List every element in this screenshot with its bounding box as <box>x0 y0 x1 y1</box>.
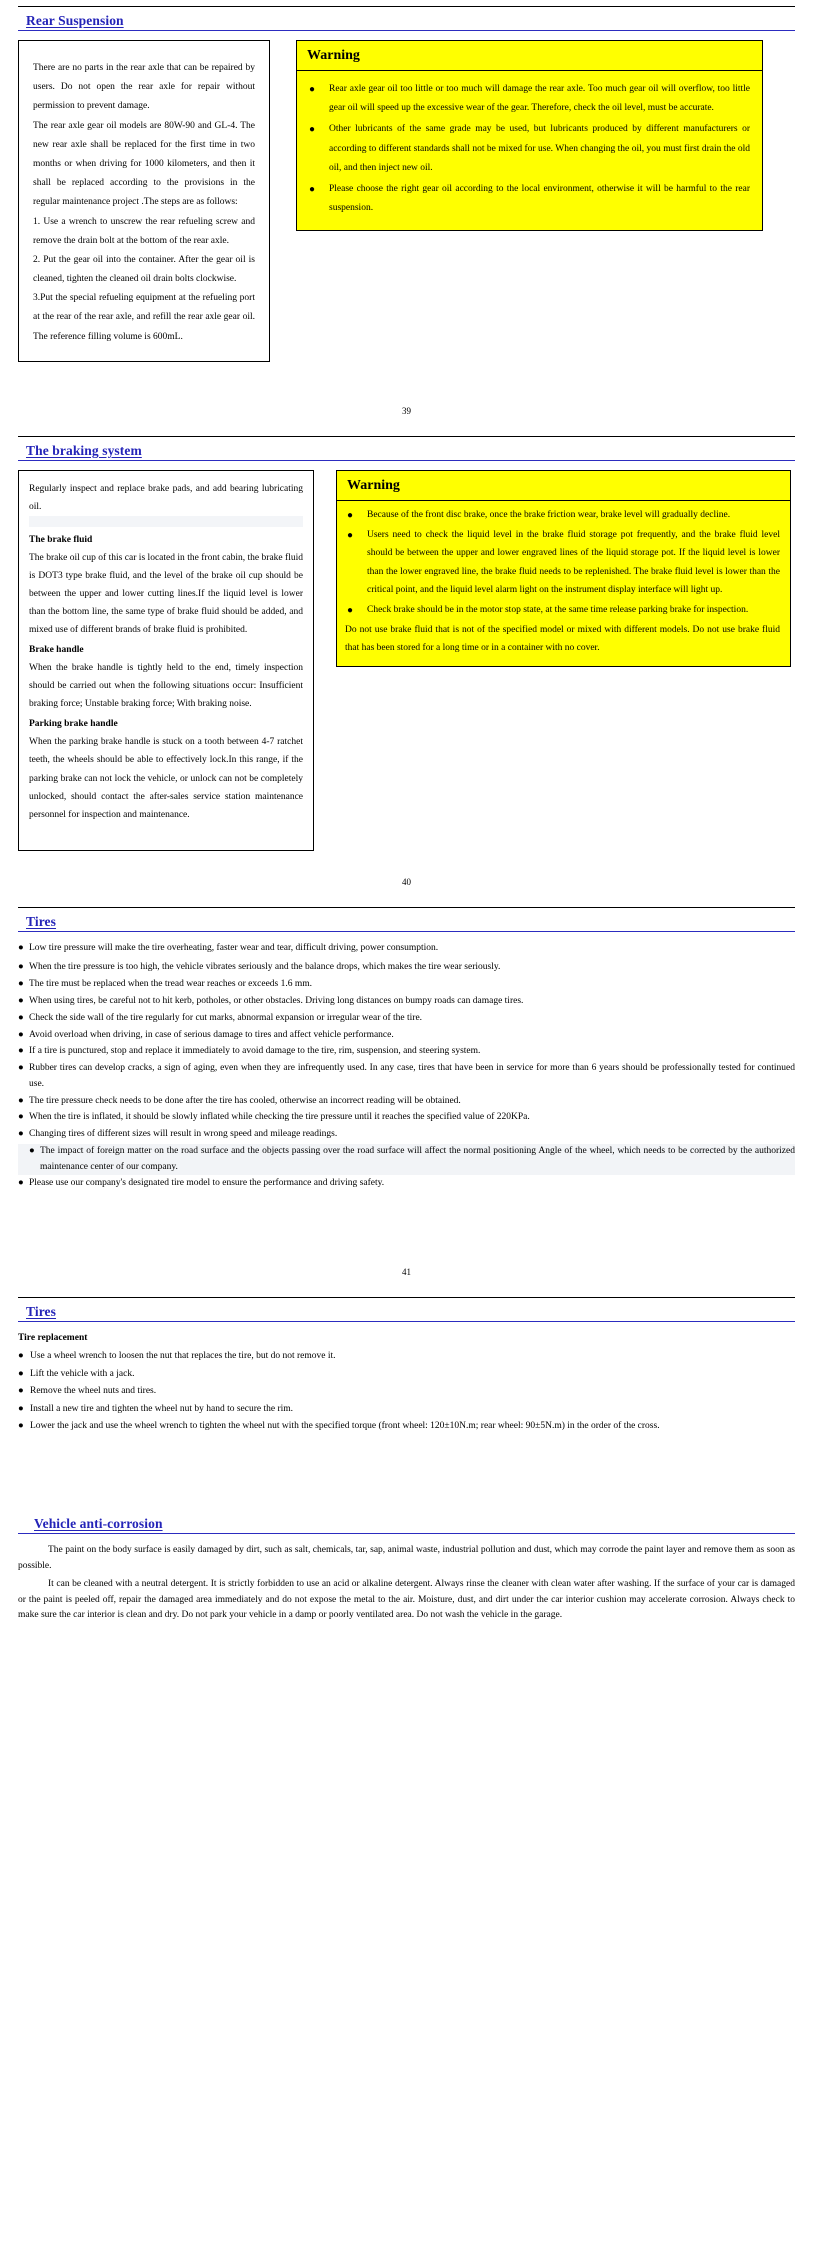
list-item-text: Avoid overload when driving, in case of serious damage to tires and affect vehicle performance. <box>29 1029 394 1040</box>
header-top-rule <box>18 1297 795 1298</box>
paragraph: 2. Put the gear oil into the container. After the gear oil is cleaned, tighten the cleaned oil drain bolts clockwise. <box>33 254 255 285</box>
page-number: 39 <box>402 405 411 416</box>
paragraph: It can be cleaned with a neutral detergent. It is strictly forbidden to use an acid or alkaline detergent. Always rinse the cleaner with clean water after washing. If the surface of your car is damaged or the paint is peeled off, repair the damaged area immediately and do not expose the metal to the air. Moisture, dust, and dirt under the car interior cushion may accelerate corrosion. Always check to make sure the car interior is clean and dry. Do not park your vehicle in a damp or poorly ventilated area. Do not wash the vehicle in the garage. <box>18 1578 795 1621</box>
list-item-text: Use a wheel wrench to loosen the nut that replaces the tire, but do not remove it. <box>30 1351 336 1362</box>
subheading: Tire replacement <box>18 1333 88 1344</box>
bullet-icon: ● <box>18 978 24 989</box>
list-item <box>18 1127 795 1142</box>
bullet-icon: ● <box>18 1420 24 1431</box>
intro-text: Regularly inspect and replace brake pads, and add bearing lubricating oil. <box>29 483 303 512</box>
section-header-tires-2 <box>18 1291 795 1322</box>
bullet-icon: ● <box>18 1046 24 1057</box>
paragraph: 3.Put the special refueling equipment at the refueling port at the rear of the rear axle, and refill the rear axle gear oil. The reference filling volume is 600mL. <box>33 293 255 342</box>
list-item <box>18 1349 795 1364</box>
bullet-icon: ● <box>309 124 316 136</box>
warning-item <box>345 506 780 524</box>
list-item-text: When the tire is inflated, it should be slowly inflated while checking the tire pressure until it reaches the specified value of 220KPa. <box>29 1112 530 1123</box>
section-header-braking-system <box>18 430 795 461</box>
warning-item-text: Users need to check the liquid level in the brake fluid storage pot frequently, and the brake fluid level should be between the upper and lower engraved lines of the liquid storage pot. If the liquid level is lower than the lower engraved line, the brake fluid needs to be replenished. The brake fluid level is lower than the critical point, and the liquid level alarm light on the instrument display interface will light up. <box>367 530 780 595</box>
header-underline-row <box>18 443 795 461</box>
header-top-rule <box>18 436 795 437</box>
left-column <box>18 470 314 851</box>
list-item-text: Check the side wall of the tire regularly for cut marks, abnormal expansion or irregular wear of the tire. <box>29 1012 423 1023</box>
list-item <box>18 1061 795 1092</box>
subheading: Brake handle <box>29 645 84 656</box>
list-item <box>18 977 795 992</box>
bullet-icon: ● <box>347 604 354 616</box>
warning-tail-text: Do not use brake fluid that is not of the specified model or mixed with different models. Do not use brake fluid that has been stored for a long time or in a container with no cover. <box>345 625 780 654</box>
list-item <box>18 1176 795 1191</box>
left-column <box>18 40 270 362</box>
bullet-icon: ● <box>18 962 24 973</box>
header-underline-row <box>18 1304 795 1322</box>
list-item-text: The impact of foreign matter on the road surface and the objects passing over the road surface will affect the normal positioning Angle of the wheel, which needs to be corrected by the authorized maintenance center of our company. <box>40 1146 795 1172</box>
list-item <box>18 994 795 1009</box>
list-item-text: Lower the jack and use the wheel wrench to tighten the wheel nut with the specified torque (front wheel: 120±10N.m; rear wheel: 90±5N.m) in the order of the cross. <box>30 1420 660 1431</box>
warning-body <box>337 501 790 666</box>
paragraph: When the brake handle is tightly held to the end, timely inspection should be carried out when the following situations occur: Insufficient braking force; Unstable braking force; With braking noise. <box>29 663 303 710</box>
header-underline-row <box>18 914 795 932</box>
list-item-text: The tire pressure check needs to be done after the tire has cooled, otherwise an incorrect reading will be obtained. <box>29 1095 461 1106</box>
warning-body <box>297 71 762 230</box>
paragraph: The brake oil cup of this car is located in the front cabin, the brake fluid is DOT3 type brake fluid, and the level of the brake oil cup should be between the upper and lower cutting lines.If the liquid level is lower than the bottom line, the same type of brake fluid should be added, and mixed use of different brands of brake fluid is prohibited. <box>29 552 303 636</box>
header-top-rule <box>18 6 795 7</box>
section-header-rear-suspension <box>18 0 795 31</box>
warning-box <box>336 470 791 667</box>
list-item <box>18 1419 795 1434</box>
bullet-icon: ● <box>18 1063 24 1074</box>
bullet-icon: ● <box>18 1368 24 1379</box>
bullet-icon: ● <box>18 1095 24 1106</box>
list-item-text: When using tires, be careful not to hit kerb, potholes, or other obstacles. Driving long distances on bumpy roads can damage tires. <box>29 995 524 1006</box>
list-item <box>18 941 795 956</box>
list-item <box>18 1011 795 1026</box>
warning-list <box>345 506 780 619</box>
paragraph: There are no parts in the rear axle that can be repaired by users. Do not open the rear axle for repair without permission to prevent damage. <box>33 63 255 112</box>
page-title: The braking system <box>26 442 142 458</box>
list-item-text: The tire must be replaced when the tread wear reaches or exceeds 1.6 mm. <box>29 978 313 989</box>
list-item <box>18 1028 795 1043</box>
bullet-icon: ● <box>18 1029 24 1040</box>
bullet-icon: ● <box>347 509 354 521</box>
page-title: Tires <box>26 1304 57 1320</box>
list-item <box>18 1044 795 1059</box>
page-title: Tires <box>26 913 57 929</box>
bullet-icon: ● <box>18 1386 24 1397</box>
bullet-icon: ● <box>18 942 24 953</box>
page-tire-replacement <box>0 1291 813 1650</box>
list-item <box>18 1402 795 1417</box>
bullet-icon: ● <box>18 1351 24 1362</box>
list-item <box>18 1384 795 1399</box>
warning-item <box>345 526 780 599</box>
warning-title: Warning <box>337 471 790 501</box>
page-braking-system <box>0 430 813 901</box>
warning-item <box>307 120 750 178</box>
list-item <box>18 1367 795 1382</box>
warning-item-text: Check brake should be in the motor stop state, at the same time release parking brake for inspection. <box>367 604 749 615</box>
tire-tips-list <box>18 941 795 1192</box>
subheading: Parking brake handle <box>29 719 118 730</box>
rear-axle-info-box <box>18 40 270 362</box>
bullet-icon: ● <box>309 84 316 95</box>
paragraph: 1. Use a wrench to unscrew the rear refueling screw and remove the drain bolt at the bottom of the rear axle. <box>33 216 255 246</box>
right-column <box>296 40 763 231</box>
warning-box <box>296 40 763 231</box>
two-column-body <box>18 470 795 851</box>
bullet-icon: ● <box>347 530 354 542</box>
bullet-icon: ● <box>18 1112 24 1123</box>
bullet-icon: ● <box>18 1129 24 1140</box>
page-title: Rear Suspension <box>26 13 124 28</box>
braking-info-box <box>18 470 314 851</box>
section-header-anticorrosion <box>18 1510 795 1534</box>
list-item <box>18 1144 795 1175</box>
tire-replacement-steps <box>18 1349 795 1434</box>
list-item <box>18 1110 795 1125</box>
bullet-icon: ● <box>18 1403 24 1414</box>
bullet-icon: ● <box>18 1178 24 1189</box>
paragraph: The rear axle gear oil models are 80W-90 and GL-4. The new rear axle shall be replaced for the first time in two months or when driving for 1000 kilometers, and then it shall be replaced according to the provisions in the regular maintenance project .The steps are as follows: <box>33 120 255 208</box>
warning-item <box>307 180 750 218</box>
header-underline-row <box>18 13 795 31</box>
page-number: 41 <box>402 1267 411 1278</box>
header-underline-row <box>18 1516 795 1534</box>
warning-item-text: Because of the front disc brake, once the brake friction wear, brake level will gradually decline. <box>367 509 731 520</box>
list-item-text: Remove the wheel nuts and tires. <box>30 1386 157 1397</box>
list-item-text: Changing tires of different sizes will result in wrong speed and mileage readings. <box>29 1129 338 1140</box>
page-title: Vehicle anti-corrosion <box>34 1516 163 1532</box>
warning-item-text: Rear axle gear oil too little or too much will damage the rear axle. Too much gear oil will overflow, too little gear oil will speed up the excessive wear of the gear. Therefore, check the oil level, must be accurate. <box>329 84 750 114</box>
list-item-text: Low tire pressure will make the tire overheating, faster wear and tear, difficult driving, power consumption. <box>29 942 439 953</box>
warning-item <box>345 601 780 619</box>
list-item <box>18 1094 795 1109</box>
page-rear-suspension <box>0 0 813 430</box>
warning-item-text: Other lubricants of the same grade may be used, but lubricants produced by different manufacturers or according to different standards shall not be mixed for use. When changing the oil, you must first drain the old oil, and then inject new oil. <box>329 124 750 173</box>
warning-title: Warning <box>297 41 762 71</box>
right-column <box>336 470 791 667</box>
warning-item <box>307 80 750 118</box>
paragraph: The paint on the body surface is easily damaged by dirt, such as salt, chemicals, tar, sap, animal waste, industrial pollution and dust, which may corrode the paint layer and remove them as soon as possible. <box>18 1545 795 1572</box>
warning-item-text: Please choose the right gear oil according to the local environment, otherwise it will be harmful to the rear suspension. <box>329 183 750 214</box>
page-tires <box>0 901 813 1292</box>
header-top-rule <box>18 907 795 908</box>
list-item-text: Please use our company's designated tire model to ensure the performance and driving safety. <box>29 1178 385 1189</box>
list-item-text: When the tire pressure is too high, the vehicle vibrates seriously and the balance drops, which makes the tire wear seriously. <box>29 962 501 973</box>
bullet-icon: ● <box>309 183 316 195</box>
list-item-text: Lift the vehicle with a jack. <box>30 1368 135 1379</box>
subheading: The brake fluid <box>29 534 93 545</box>
warning-list <box>307 80 750 218</box>
list-item <box>18 960 795 975</box>
page-number: 40 <box>402 876 411 887</box>
two-column-body <box>18 40 795 362</box>
bullet-icon: ● <box>29 1146 35 1157</box>
list-item-text: Rubber tires can develop cracks, a sign of aging, even when they are infrequently used. In any case, tires that have been in service for more than 6 years should be professionally tested for continued use. <box>29 1063 795 1089</box>
bullet-icon: ● <box>18 995 24 1006</box>
section-header-tires <box>18 901 795 932</box>
bullet-icon: ● <box>18 1012 24 1023</box>
list-item-text: If a tire is punctured, stop and replace it immediately to avoid damage to the tire, rim, suspension, and steering system. <box>29 1046 481 1057</box>
list-item-text: Install a new tire and tighten the wheel nut by hand to secure the rim. <box>30 1403 294 1414</box>
paragraph: When the parking brake handle is stuck on a tooth between 4-7 ratchet teeth, the wheels should be able to effectively lock.In this range, if the parking brake can not lock the vehicle, or unlock can not be completely unlocked, should contact the after-sales service station maintenance personnel for inspection and maintenance. <box>29 737 303 820</box>
